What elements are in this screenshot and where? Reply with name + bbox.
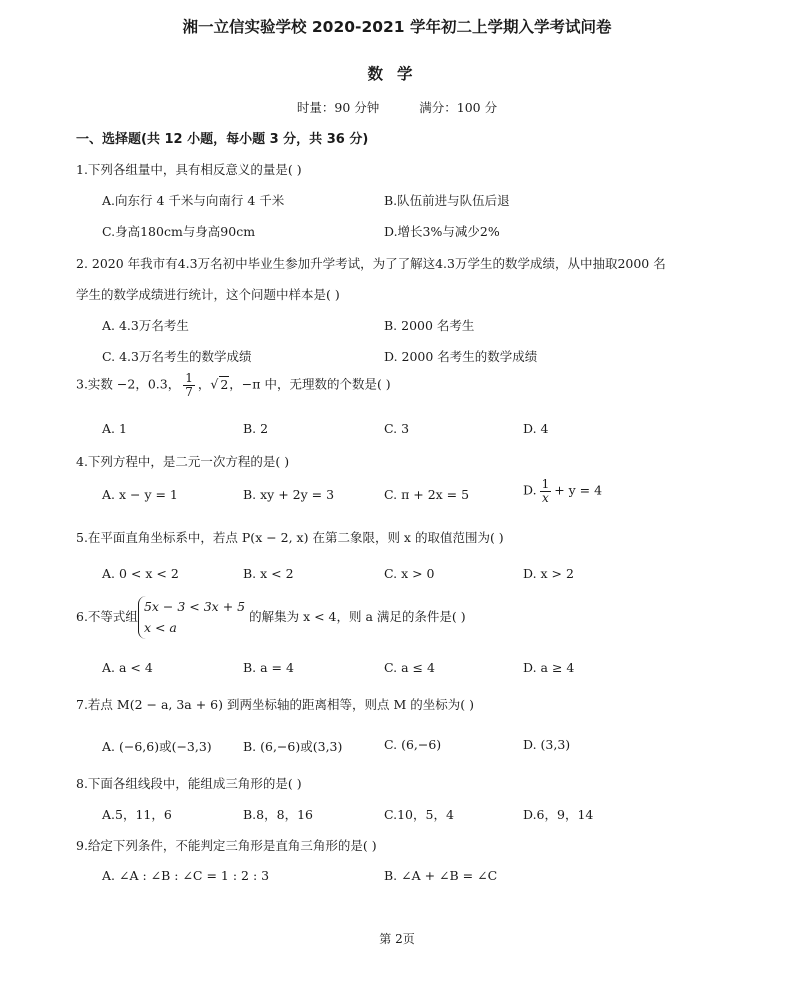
q6-inequality-1: 5x − 3 < 3x + 5 bbox=[143, 599, 246, 614]
q4-option-d-label: D. bbox=[523, 482, 537, 498]
q2-stem-line1: 2. 2020 年我市有4.3万名初中毕业生参加升学考试，为了了解这4.3万学生的数学成绩，从中抽取2000 名 bbox=[76, 256, 666, 271]
q2-option-d: D. 2000 名考生的数学成绩 bbox=[384, 349, 538, 364]
q3-sqrt-symbol: √ bbox=[210, 376, 219, 392]
q6-stem-post: 的解集为 x < 4，则 a 满足的条件是( ) bbox=[249, 608, 466, 624]
q7-stem: 7.若点 M(2 − a, 3a + 6) 到两坐标轴的距离相等，则点 M 的坐标为( ) bbox=[76, 697, 474, 712]
q3-fraction-denominator: 7 bbox=[185, 384, 193, 399]
q7-option-d: D. (3,3) bbox=[523, 737, 571, 752]
q1-option-b: B.队伍前进与队伍后退 bbox=[384, 193, 510, 208]
q4-stem: 4.下列方程中，是二元一次方程的是( ) bbox=[76, 454, 290, 469]
q5-stem: 5.在平面直角坐标系中，若点 P(x − 2, x) 在第二象限，则 x 的取值范围为( ) bbox=[76, 530, 504, 545]
q8-stem: 8.下面各组线段中，能组成三角形的是( ) bbox=[76, 776, 302, 791]
q6-inequality-system bbox=[138, 596, 245, 639]
exam-meta bbox=[0, 98, 794, 116]
q2-stem-line2: 学生的数学成绩进行统计，这个问题中样本是( ) bbox=[76, 287, 340, 302]
q1-stem: 1.下列各组量中，具有相反意义的量是( ) bbox=[76, 162, 302, 177]
q6-option-a: A. a < 4 bbox=[102, 660, 153, 675]
q8-option-a: A.5，11，6 bbox=[102, 807, 172, 822]
q3-stem bbox=[76, 372, 391, 398]
q3-separator: ， bbox=[197, 376, 211, 392]
q1-option-a: A.向东行 4 千米与向南行 4 千米 bbox=[102, 193, 285, 208]
q3-option-d: D. 4 bbox=[523, 421, 549, 436]
q3-stem-pre: 3.实数 −2，0.3， bbox=[76, 376, 181, 392]
time-limit: 时量：90 分钟 bbox=[296, 100, 380, 115]
q6-inequality-2: x < a bbox=[143, 620, 177, 636]
subject-title: 数学 bbox=[367, 65, 427, 83]
q4-option-c: C. π + 2x = 5 bbox=[384, 487, 470, 502]
q1-option-d: D.增长3%与减少2% bbox=[384, 224, 500, 239]
q3-stem-post: ，−π 中，无理数的个数是( ) bbox=[229, 376, 391, 392]
q6-option-c: C. a ≤ 4 bbox=[384, 660, 435, 675]
q6-option-d: D. a ≥ 4 bbox=[523, 660, 575, 675]
q7-option-b: B. (6,−6)或(3,3) bbox=[243, 739, 343, 754]
q9-stem: 9.给定下列条件，不能判定三角形是直角三角形的是( ) bbox=[76, 838, 377, 853]
q8-option-b: B.8，8，16 bbox=[243, 807, 313, 822]
q4-option-d-fraction bbox=[540, 478, 552, 504]
q4-option-d bbox=[523, 478, 602, 504]
q2-option-a: A. 4.3万名考生 bbox=[102, 318, 189, 333]
exam-title: 湘一立信实验学校 2020-2021 学年初二上学期入学考试问卷 bbox=[182, 18, 612, 36]
page-number: 第 2页 bbox=[379, 932, 415, 946]
q8-option-d: D.6，9，14 bbox=[523, 807, 594, 822]
q4-option-d-rest: + y = 4 bbox=[554, 482, 603, 498]
q3-option-a: A. 1 bbox=[102, 421, 127, 436]
q3-fraction bbox=[183, 372, 195, 398]
q6-stem-pre: 6.不等式组 bbox=[76, 608, 138, 624]
q1-option-c: C.身高180cm与身高90cm bbox=[102, 224, 256, 239]
q6-stem bbox=[76, 596, 466, 639]
q4-option-d-numerator: 1 bbox=[541, 477, 550, 491]
q6-option-b: B. a = 4 bbox=[243, 660, 294, 675]
q3-option-c: C. 3 bbox=[384, 421, 410, 436]
q2-option-b: B. 2000 名考生 bbox=[384, 318, 475, 333]
q3-fraction-numerator: 1 bbox=[185, 371, 193, 385]
q8-option-c: C.10，5，4 bbox=[384, 807, 454, 822]
q4-option-b: B. xy + 2y = 3 bbox=[243, 487, 335, 502]
q7-option-c: C. (6,−6) bbox=[384, 737, 442, 752]
section-heading: 一、选择题(共 12 小题，每小题 3 分，共 36 分) bbox=[76, 132, 369, 147]
full-score: 满分：100 分 bbox=[419, 100, 498, 115]
q5-option-b: B. x < 2 bbox=[243, 566, 294, 581]
q9-option-a: A. ∠A : ∠B : ∠C = 1 : 2 : 3 bbox=[102, 868, 270, 883]
q4-option-a: A. x − y = 1 bbox=[102, 487, 178, 502]
q9-option-b: B. ∠A + ∠B = ∠C bbox=[384, 868, 498, 883]
q3-sqrt-value: 2 bbox=[220, 376, 229, 392]
q5-option-d: D. x > 2 bbox=[523, 566, 574, 581]
q4-option-d-denominator: x bbox=[541, 490, 549, 505]
q5-option-a: A. 0 < x < 2 bbox=[102, 566, 179, 581]
q7-option-a: A. (−6,6)或(−3,3) bbox=[102, 739, 212, 754]
q5-option-c: C. x > 0 bbox=[384, 566, 435, 581]
q2-option-c: C. 4.3万名考生的数学成绩 bbox=[102, 349, 252, 364]
q3-option-b: B. 2 bbox=[243, 421, 269, 436]
